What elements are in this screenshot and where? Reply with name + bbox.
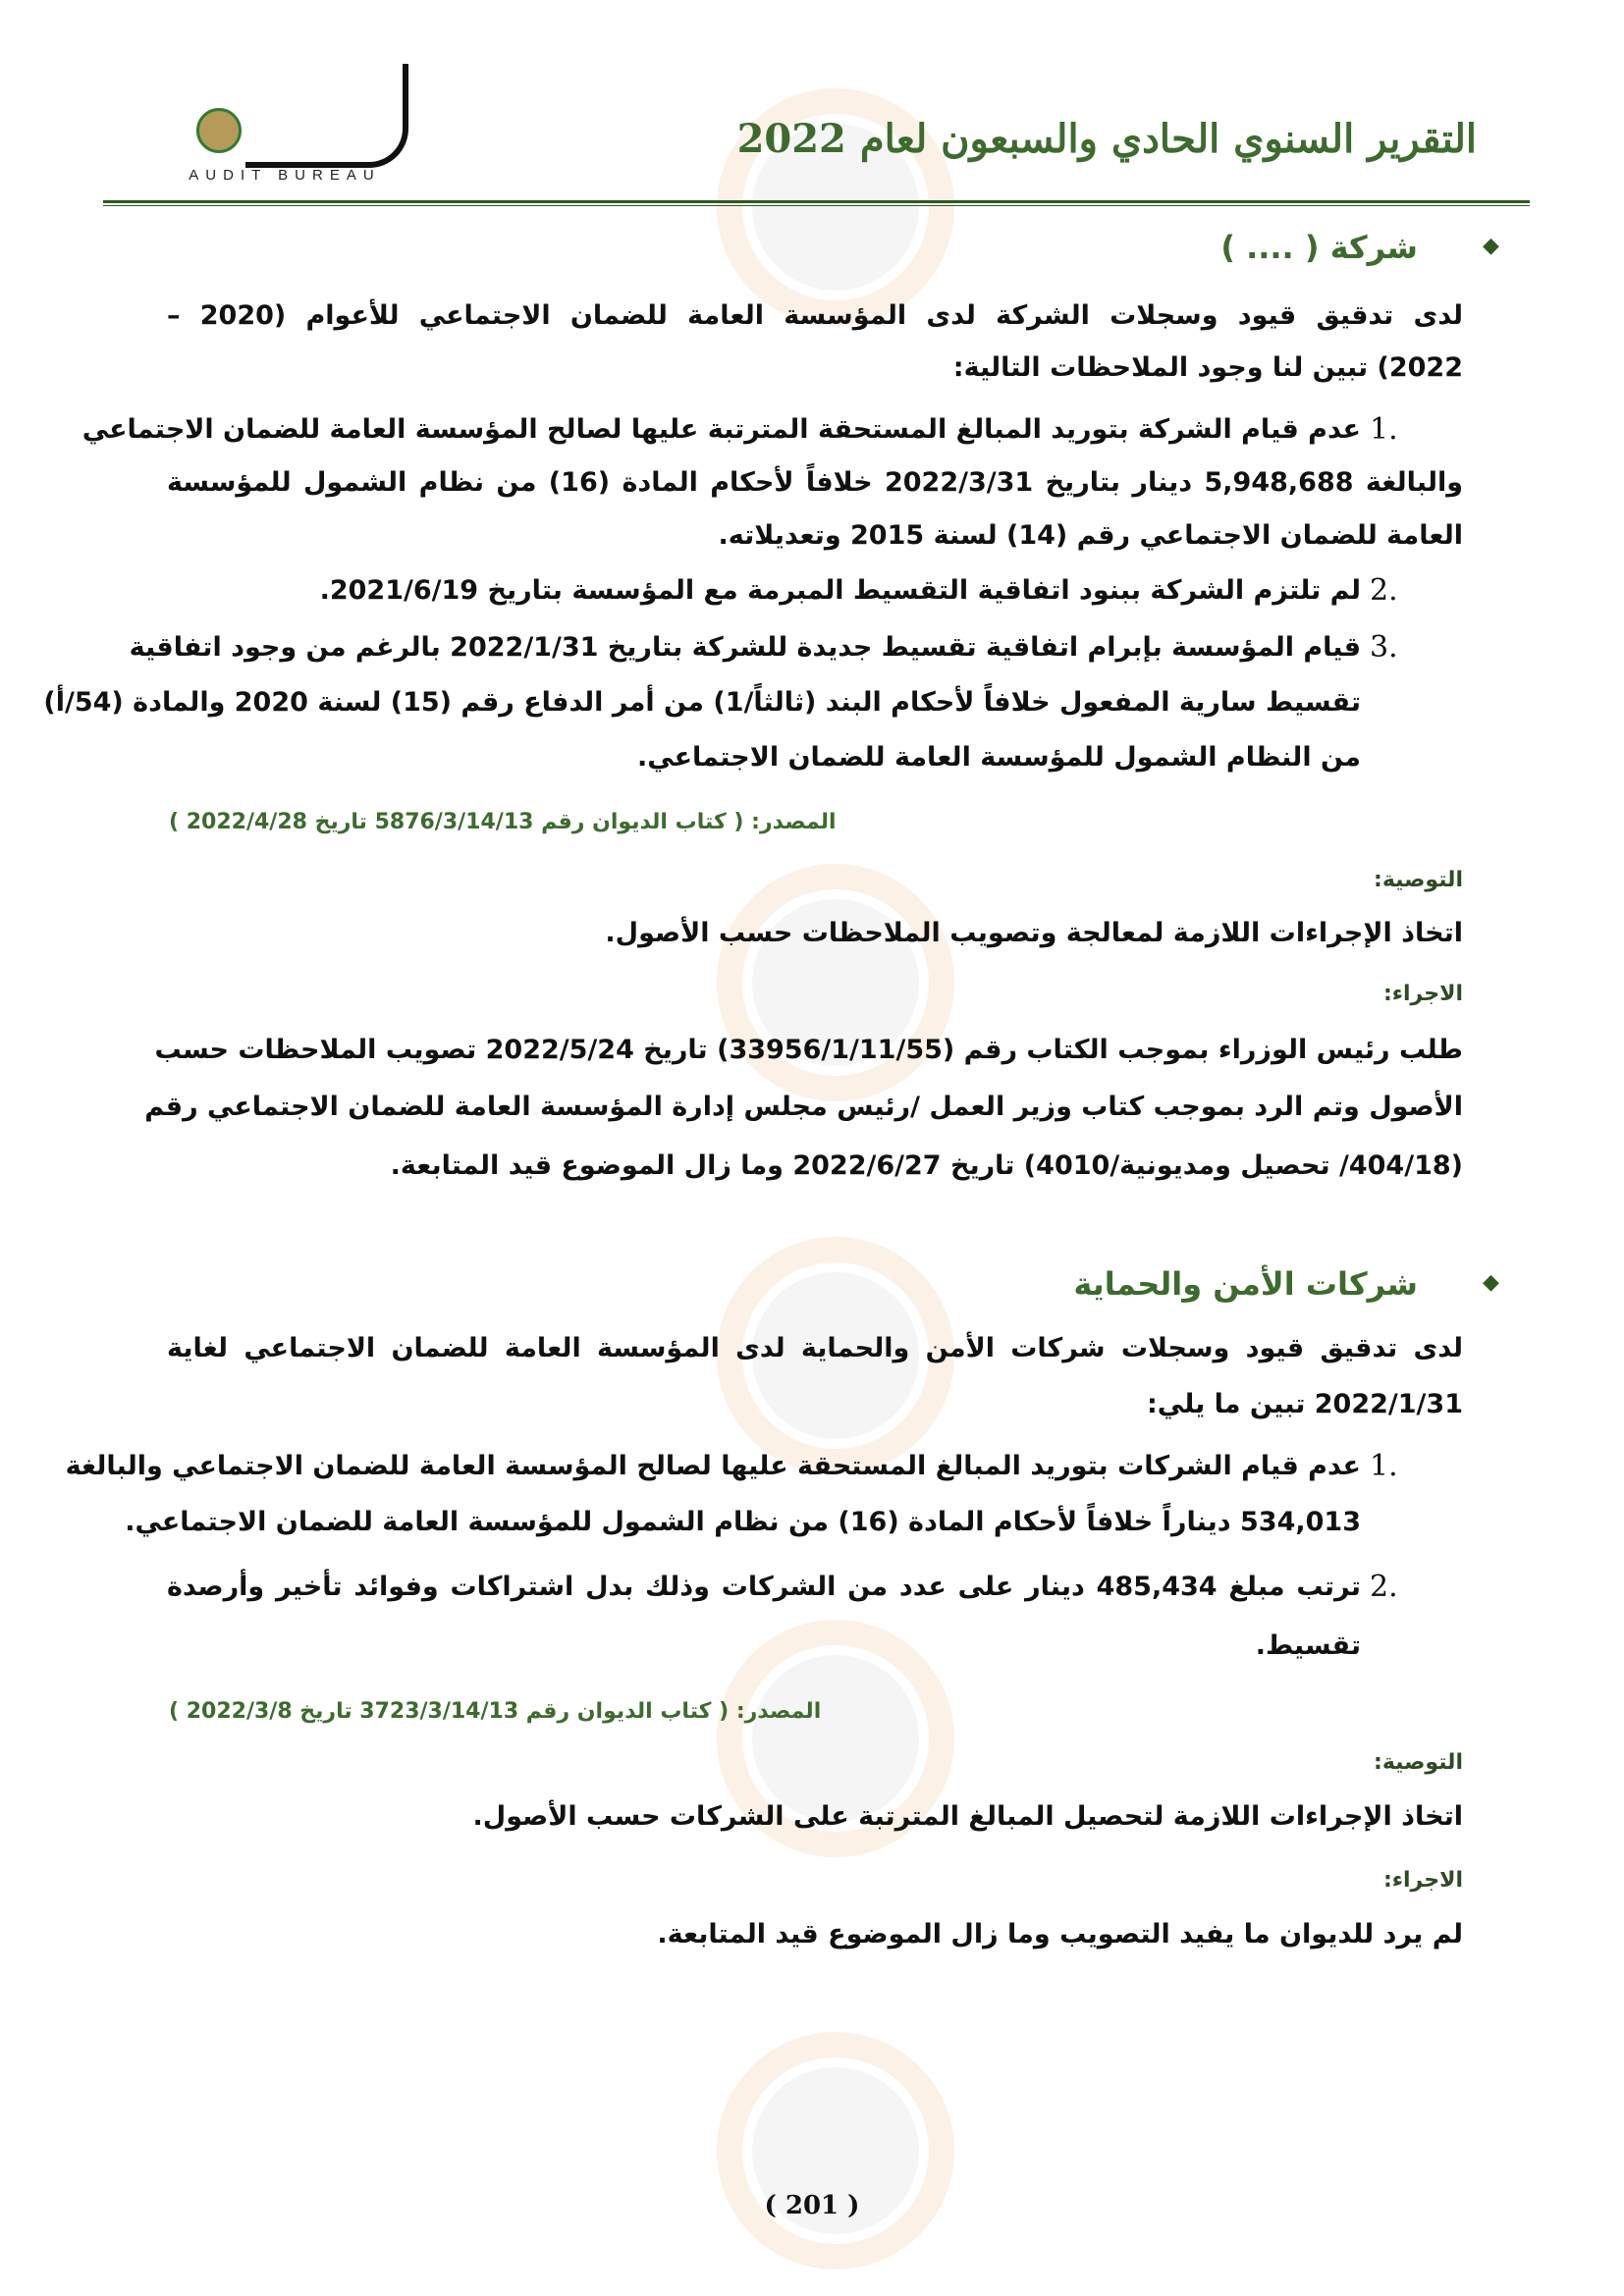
item-line: تقسيط سارية المفعول خلافاً لأحكام البند (ثالثاً/1) من أمر الدفاع رقم (15) لسنة 2020 والمادة (54/أ) — [43, 687, 1361, 718]
logo-calligraphy-icon — [245, 64, 408, 168]
logo-emblem-icon — [196, 108, 242, 153]
action-label: الاجراء: — [1382, 982, 1463, 1006]
item-number: 1. — [1370, 412, 1398, 447]
watermark-clock-icon — [717, 2032, 954, 2269]
section-heading: شركات الأمن والحماية — [1073, 1265, 1418, 1303]
item-line: لم تلتزم الشركة ببنود اتفاقية التقسيط المبرمة مع المؤسسة بتاريخ 2021/6/19. — [319, 575, 1361, 606]
action-label: الاجراء: — [1382, 1868, 1463, 1893]
action-line: (404/18/ تحصيل ومديونية/4010) تاريخ 2022/6/27 وما زال الموضوع قيد المتابعة. — [390, 1150, 1463, 1181]
item-number: 1. — [1370, 1449, 1398, 1483]
bullet-diamond-icon: ◆ — [1483, 1270, 1499, 1295]
item-number: 3. — [1370, 630, 1398, 665]
logo — [147, 59, 422, 187]
recommendation-text: اتخاذ الإجراءات اللازمة لمعالجة وتصويب الملاحظات حسب الأصول. — [605, 918, 1463, 948]
report-title: التقرير السنوي الحادي والسبعون لعام 2022 — [736, 116, 1477, 162]
item-number: 2. — [1370, 573, 1398, 608]
recommendation-label: التوصية: — [1374, 868, 1463, 892]
item-line: من النظام الشمول للمؤسسة العامة للضمان الاجتماعي. — [637, 742, 1361, 773]
item-line: العامة للضمان الاجتماعي رقم (14) لسنة 2015 وتعديلاته. — [718, 520, 1463, 551]
action-line: الأصول وتم الرد بموجب كتاب وزير العمل /رئيس مجلس إدارة المؤسسة العامة للضمان الاجتماعي رقم — [144, 1092, 1463, 1122]
item-line: عدم قيام الشركة بتوريد المبالغ المستحقة المترتبة عليها لصالح المؤسسة العامة للضمان الاجتماعي — [81, 414, 1361, 445]
item-number: 2. — [1370, 1570, 1398, 1604]
recommendation-label: التوصية: — [1374, 1750, 1463, 1775]
item-line: والبالغة 5,948,688 دينار بتاريخ 2022/3/31 خلافاً لأحكام المادة (16) من نظام الشمول للمؤسسة — [167, 467, 1463, 498]
item-line: ترتب مبلغ 485,434 دينار على عدد من الشركات وذلك بدل اشتراكات وفوائد تأخير وأرصدة — [167, 1572, 1361, 1602]
section-heading: شركة ( .... ) — [1220, 229, 1418, 266]
paragraph-line: 2022) تبين لنا وجود الملاحظات التالية: — [952, 352, 1463, 383]
source-note: المصدر: ( كتاب الديوان رقم 3723/3/14/13 تاريخ 2022/3/8 ) — [169, 1699, 822, 1724]
recommendation-text: اتخاذ الإجراءات اللازمة لتحصيل المبالغ المترتبة على الشركات حسب الأصول. — [472, 1801, 1463, 1832]
action-text: لم يرد للديوان ما يفيد التصويب وما زال الموضوع قيد المتابعة. — [657, 1919, 1463, 1949]
item-line: 534,013 ديناراً خلافاً لأحكام المادة (16) من نظام الشمول للمؤسسة العامة للضمان الاجتماعي. — [125, 1507, 1361, 1537]
page-number: ( 201 ) — [764, 2191, 860, 2220]
header-rule — [103, 200, 1530, 203]
item-line: قيام المؤسسة بإبرام اتفاقية تقسيط جديدة للشركة بتاريخ 2022/1/31 بالرغم من وجود اتفاقية — [129, 632, 1361, 663]
paragraph-line: لدى تدقيق قيود وسجلات الشركة لدى المؤسسة العامة للضمان الاجتماعي للأعوام (2020 – — [167, 300, 1463, 331]
paragraph-line: 2022/1/31 تبين ما يلي: — [1146, 1389, 1463, 1419]
action-line: طلب رئيس الوزراء بموجب الكتاب رقم (33956/1/11/55) تاريخ 2022/5/24 تصويب الملاحظات حسب — [154, 1035, 1463, 1065]
bullet-diamond-icon: ◆ — [1483, 234, 1499, 258]
source-note: المصدر: ( كتاب الديوان رقم 5876/3/14/13 تاريخ 2022/4/28 ) — [169, 810, 837, 834]
header-rule-thin — [103, 205, 1530, 206]
logo-subtitle: AUDIT BUREAU — [189, 167, 381, 184]
item-line: تقسيط. — [1255, 1630, 1361, 1661]
paragraph-line: لدى تدقيق قيود وسجلات شركات الأمن والحماية لدى المؤسسة العامة للضمان الاجتماعي لغاية — [167, 1333, 1463, 1363]
item-line: عدم قيام الشركات بتوريد المبالغ المستحقة عليها لصالح المؤسسة العامة للضمان الاجتماعي والبالغة — [65, 1451, 1361, 1481]
